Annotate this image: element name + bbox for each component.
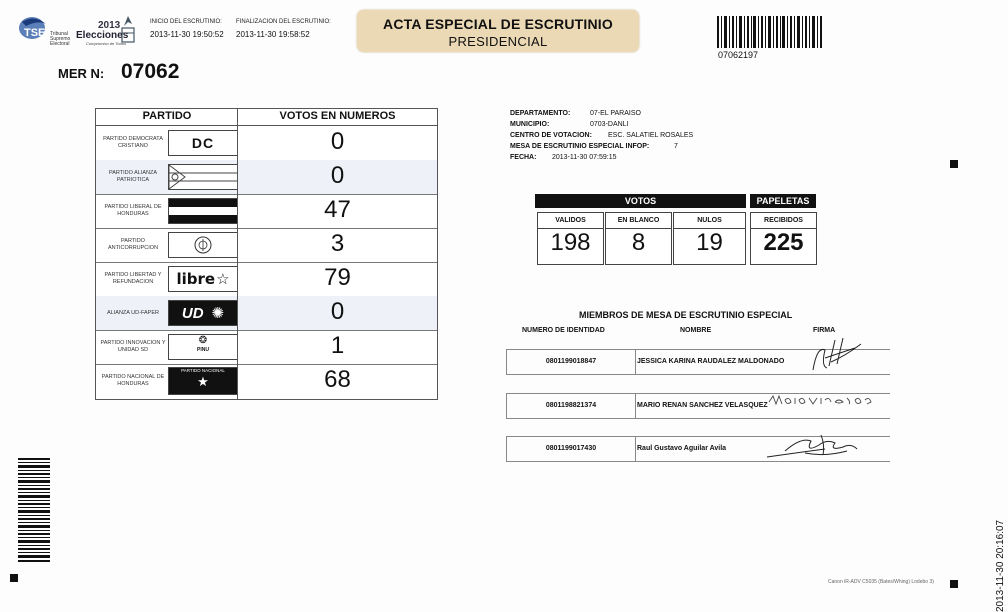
partido-nacional-logo: [168, 367, 238, 395]
nacional-logo-text: PARTIDO NACIONAL: [181, 368, 225, 373]
validos-box: [537, 212, 604, 265]
barcode-number: 07062197: [718, 50, 759, 60]
papeletas-header: PAPELETAS: [750, 194, 816, 208]
party-name: PARTIDO NACIONAL DE HONDURAS: [101, 374, 165, 387]
elections-year: 2013: [98, 20, 121, 31]
signature: [765, 380, 890, 420]
party-votes: 68: [324, 366, 351, 393]
centro-value: ESC. SALATIEL ROSALES: [608, 132, 694, 139]
departamento-label: DEPARTAMENTO:: [510, 110, 571, 117]
registration-marker: [950, 160, 958, 168]
recibidos-value: 225: [751, 228, 816, 257]
col-votos: VOTOS EN NUMEROS: [279, 110, 396, 122]
nulos-box: [673, 212, 746, 265]
centro-label: CENTRO DE VOTACION:: [510, 132, 592, 139]
fin-value: 2013-11-30 19:58:52: [236, 30, 310, 39]
mesa-row: [510, 143, 678, 150]
party-name: PARTIDO ALIANZA PATRIOTICA: [108, 170, 158, 183]
document-title: [357, 10, 639, 52]
dc-logo: [168, 130, 238, 156]
fecha-label: FECHA:: [510, 154, 537, 161]
sun-icon: ✺: [211, 305, 225, 322]
departamento-value: 07-EL PARAISO: [590, 110, 641, 117]
svg-text:TSE: TSE: [24, 27, 46, 39]
fin-label: FINALIZACION DEL ESCRUTINIO:: [236, 19, 331, 25]
elections-word: Elecciones: [76, 30, 129, 41]
title-line-1: ACTA ESPECIAL DE ESCRUTINIO: [383, 16, 613, 32]
table-row: [96, 364, 437, 398]
blanco-box: [605, 212, 672, 265]
pinu-emblem-icon: ❂: [198, 335, 208, 346]
mesa-value: 7: [674, 143, 678, 150]
party-name: ALIANZA UD-FAPER: [107, 309, 159, 316]
registration-marker: [950, 580, 958, 588]
party-votes: 47: [324, 196, 351, 223]
star-icon: ★: [197, 374, 209, 389]
barcode-side: [18, 458, 50, 562]
member-id: 0801199018847: [507, 350, 636, 374]
municipio-label: MUNICIPIO:: [510, 121, 550, 128]
col-nombre: NOMBRE: [680, 327, 712, 334]
table-row: [96, 262, 437, 297]
signature: [765, 423, 890, 463]
member-row: [506, 349, 890, 375]
recibidos-box: [750, 212, 817, 265]
party-votes: 0: [330, 128, 345, 155]
table-row: [96, 228, 437, 263]
mesa-label: MESA DE ESCRUTINIO ESPECIAL INFOP:: [510, 143, 650, 150]
party-votes: 1: [330, 332, 345, 359]
fecha-value: 2013-11-30 07:59:15: [552, 154, 617, 161]
col-partido: PARTIDO: [142, 110, 192, 122]
table-row: [96, 296, 437, 331]
party-name: PARTIDO LIBERTAD Y REFUNDACION: [104, 272, 162, 285]
member-id: 0801199017430: [507, 437, 636, 461]
validos-value: 198: [538, 228, 603, 257]
registration-marker: [10, 574, 18, 582]
recibidos-label: RECIBIDOS: [764, 217, 803, 224]
member-name: MARIO RENAN SANCHEZ VELASQUEZ: [637, 402, 768, 409]
table-row: [96, 194, 437, 229]
departamento-row: [510, 110, 641, 117]
party-votes: 3: [330, 230, 345, 257]
validos-label: VALIDOS: [555, 217, 586, 224]
member-name: Raul Gustavo Aguilar Avila: [637, 445, 727, 452]
pinu-logo-text: PINU: [197, 347, 209, 353]
table-row: [96, 160, 437, 195]
libre-logo: [168, 266, 238, 292]
title-line-2: PRESIDENCIAL: [448, 34, 548, 49]
party-name: PARTIDO INNOVACION Y UNIDAD SD: [100, 340, 166, 353]
scan-timestamp: 2013-11-30 20:16:07: [995, 519, 1006, 612]
party-name: PARTIDO DEMOCRATA CRISTIANO: [103, 136, 163, 149]
votos-header: VOTOS: [535, 194, 746, 208]
tse-logo-text: Tribunal Supremo Electoral: [50, 31, 71, 47]
members-title: MIEMBROS DE MESA DE ESCRUTINIO ESPECIAL: [579, 310, 793, 320]
municipio-value: 0703-DANLI: [590, 121, 629, 128]
libre-logo-text: libre: [176, 270, 216, 288]
col-firma: FIRMA: [813, 327, 836, 334]
party-votes: 0: [330, 298, 345, 325]
dc-logo-text: DC: [191, 135, 215, 151]
nulos-value: 19: [674, 228, 745, 257]
mer-label: MER N:: [58, 66, 105, 81]
anticorrupcion-seal-icon: [168, 232, 238, 258]
table-row: [96, 330, 437, 365]
blanco-value: 8: [606, 228, 671, 257]
elections-subtitle: Compromiso de Todos: [86, 41, 127, 46]
centro-row: [510, 132, 694, 139]
mer-value: 07062: [121, 60, 180, 83]
party-votes: 0: [330, 162, 345, 189]
barcode-top: [717, 16, 822, 48]
column-divider: [237, 109, 238, 399]
signature: [765, 336, 890, 376]
member-row: [506, 436, 890, 462]
inicio-label: INICIO DEL ESCRUTINIO:: [150, 19, 222, 25]
party-table-header: [96, 109, 437, 126]
star-icon: ☆: [216, 271, 230, 288]
party-votes: 79: [324, 264, 351, 291]
fecha-row: [510, 154, 617, 161]
col-identidad: NUMERO DE IDENTIDAD: [522, 327, 605, 334]
member-id: 0801198821374: [507, 394, 636, 418]
party-votes-table: [95, 108, 438, 400]
nulos-label: NULOS: [697, 217, 722, 224]
table-row: [96, 126, 437, 161]
blanco-label: EN BLANCO: [617, 217, 660, 224]
party-name: PARTIDO ANTICORRUPCION: [107, 238, 159, 251]
ud-faper-logo: [168, 300, 238, 326]
member-row: [506, 393, 890, 419]
scanner-note: Canon iR-ADV C5035 (Bates/Whing) Lodebo 3): [828, 579, 934, 585]
member-name: JESSICA KARINA RAUDALEZ MALDONADO: [637, 358, 785, 365]
liberal-flag-icon: [168, 198, 238, 224]
municipio-row: [510, 121, 629, 128]
party-name: PARTIDO LIBERAL DE HONDURAS: [104, 204, 162, 217]
inicio-value: 2013-11-30 19:50:52: [150, 30, 224, 39]
ud-logo-text: UD: [181, 304, 204, 322]
pinu-logo: [168, 334, 238, 360]
alianza-patriotica-flag-icon: [168, 164, 238, 190]
